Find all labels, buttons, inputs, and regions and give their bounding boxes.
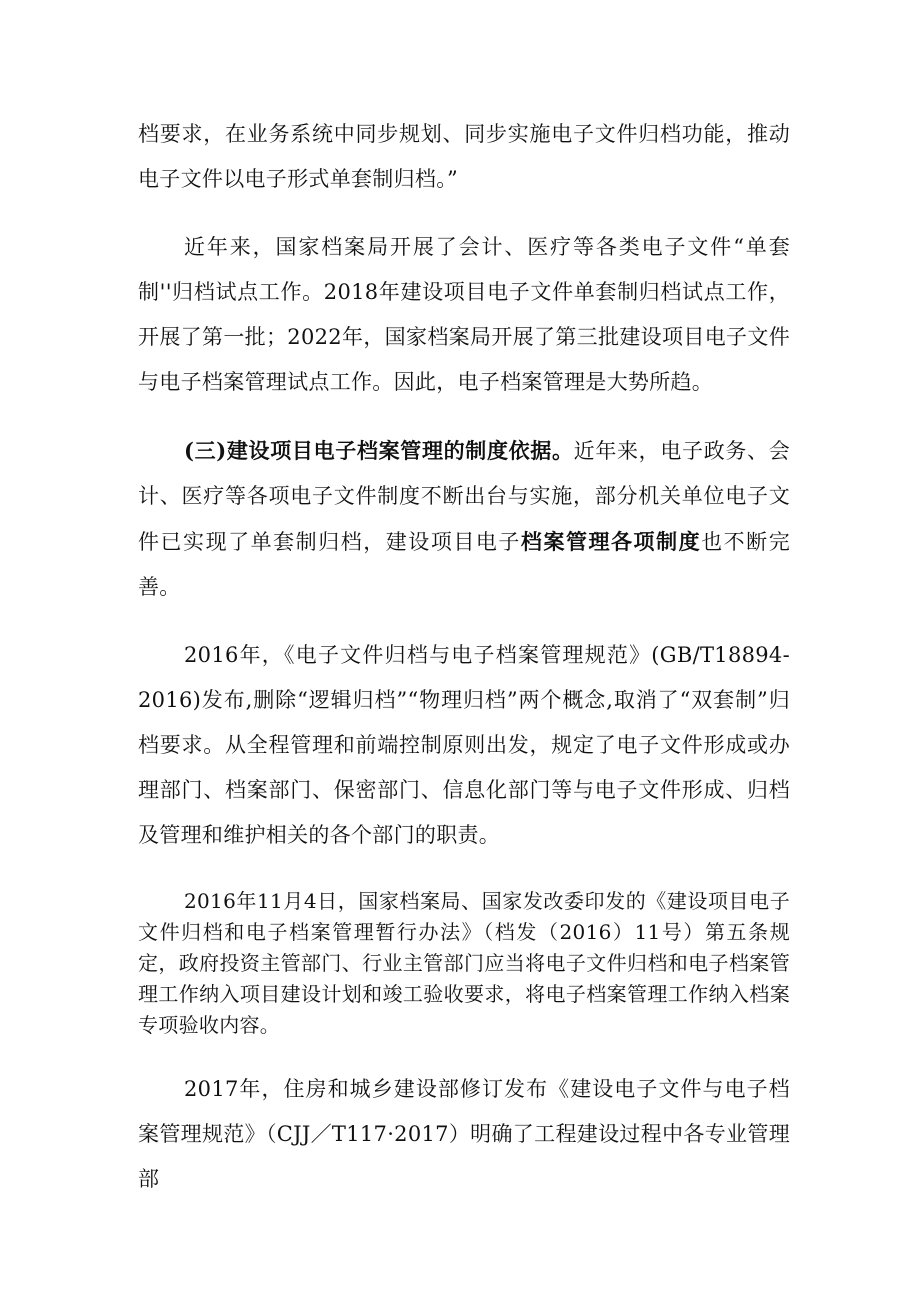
section-heading: (三)建设项目电子档案管理的制度依据。 [184, 438, 574, 463]
paragraph-3-text-a: 近年来，电子政务、会计、医疗等各项电子文件制度不断出台与实施，部分机关单位电子文件已实现了单套制归档，建设项目电子 [138, 439, 791, 554]
paragraph-3-text-b: 也不断完善。 [138, 530, 790, 599]
paragraph-5: 2016年11月4日，国家档案局、国家发改委印发的《建设项目电子文件归档和电子档案管理暂行办法》（档发（2016）11号）第五条规定，政府投资主管部门、行业主管部门应当将电子文件归档和电子档案管理工作纳入项目建设计划和竣工验收要求，将电子档案管理工作纳入档案专项验收内容。 [138, 889, 790, 1037]
document-body [138, 112, 790, 1202]
paragraph-3 [138, 428, 790, 610]
paragraph-2: 近年来，国家档案局开展了会计、医疗等各类电子文件“单套制''归档试点工作。2018年建设项目电子文件单套制归档试点工作，开展了第一批；2022年，国家档案局开展了第三批建设项目电子文件与电子档案管理试点工作。因此，电子档案管理是大势所趋。 [138, 235, 790, 394]
paragraph-6: 2017年，住房和城乡建设部修订发布《建设电子文件与电子档案管理规范》（CJJ／T117·2017）明确了工程建设过程中各专业管理部 [138, 1077, 790, 1191]
paragraph-4: 2016年，《电子文件归档与电子档案管理规范》(GB/T18894-2016)发布,删除“逻辑归档”“物理归档”两个概念,取消了“双套制”归档要求。从全程管理和前端控制原则出发，规定了电子文件形成或办理部门、档案部门、保密部门、信息化部门等与电子文件形成、归档及管理和维护相关的各个部门的职责。 [138, 643, 790, 847]
paragraph-1: 档要求，在业务系统中同步规划、同步实施电子文件归档功能，推动电子文件以电子形式单套制归档。” [138, 122, 790, 191]
paragraph-3-bold-phrase: 档案管理各项制度 [520, 529, 702, 554]
